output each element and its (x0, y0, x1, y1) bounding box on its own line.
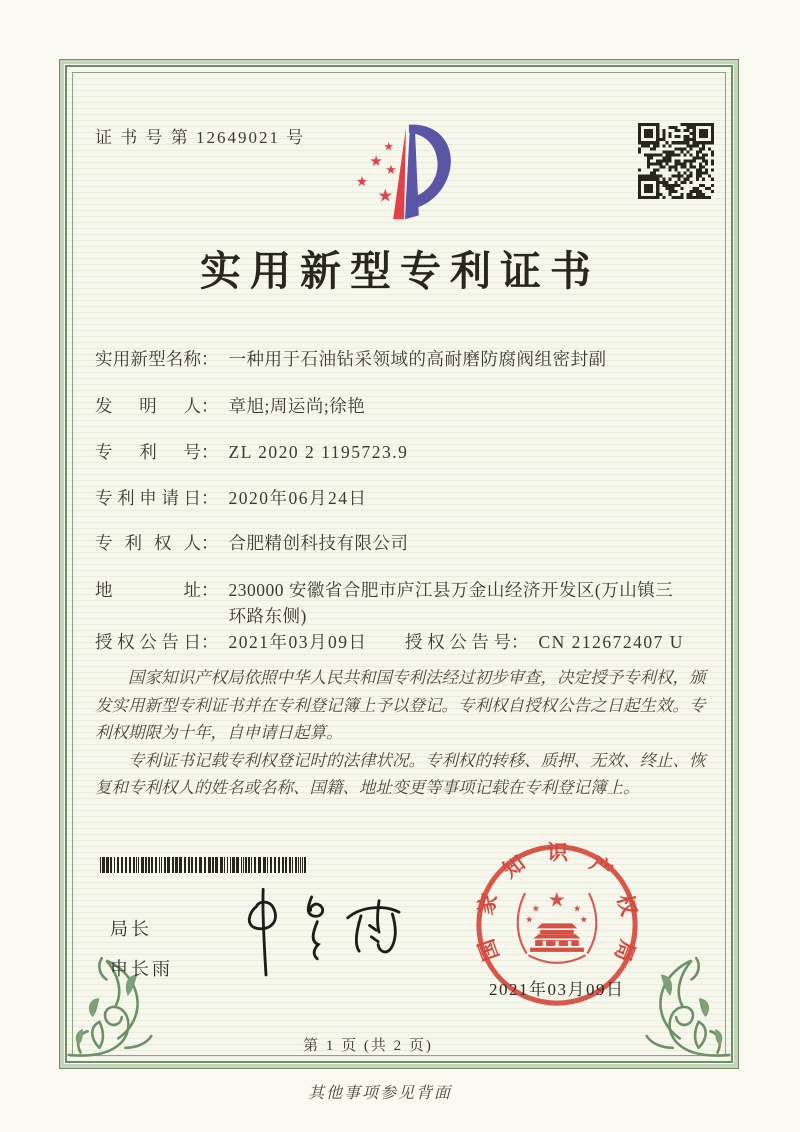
field-colon: ： (201, 533, 219, 553)
svg-text:★: ★ (355, 173, 369, 190)
signer-title: 局长 (110, 919, 152, 939)
field-label: 授权公告号 (405, 632, 511, 652)
field-row-patentee (95, 530, 409, 556)
svg-text:★: ★ (579, 914, 588, 926)
svg-text:★: ★ (369, 153, 383, 171)
field-value: 章旭;周运尚;徐艳 (228, 396, 366, 416)
field-label: 专利号 (95, 442, 201, 462)
signer-name: 申长雨 (110, 959, 173, 979)
certificate-title: 实用新型专利证书 (200, 248, 600, 294)
svg-text:★: ★ (385, 162, 397, 178)
field-label: 实用新型名称 (95, 349, 201, 369)
field-value: 2021年03月09日 (228, 632, 368, 652)
field-label: 专利权人 (95, 533, 201, 553)
field-value: 合肥精创科技有限公司 (228, 533, 409, 553)
field-value: 一种用于石油钻采领域的高耐磨防腐阀组密封副 (228, 349, 607, 369)
field-colon: ： (201, 349, 219, 369)
signature-handwriting-icon (228, 878, 418, 990)
seal-date: 2021年03月09日 (489, 980, 625, 999)
back-note: 其他事项参见背面 (307, 1085, 452, 1102)
svg-text:★: ★ (547, 887, 566, 912)
svg-text:★: ★ (383, 139, 394, 154)
field-label: 发明人 (95, 396, 201, 416)
field-label: 地址 (95, 580, 201, 600)
field-label: 专利申请日 (95, 488, 201, 508)
barcode-icon (100, 857, 308, 873)
field-row-inventor (95, 393, 365, 419)
field-pair-grant-no (405, 629, 684, 655)
field-colon: ： (201, 632, 219, 652)
field-colon: ： (201, 396, 219, 416)
seal-ring-text: 国家知识产权局 (473, 841, 641, 965)
field-row-patent-no (95, 439, 408, 465)
field-colon: ： (201, 442, 219, 462)
field-colon: ： (201, 580, 219, 600)
field-value: ZL 2020 2 1195723.9 (228, 442, 409, 462)
field-colon: ： (201, 488, 219, 508)
legal-paragraph-2: 专利证书记载专利权登记时的法律状况。专利权的转移、质押、无效、终止、恢复和专利权人的姓名或名称、国籍、地址变更等事项记载在专利登记簿上。 (95, 750, 706, 797)
legal-text-block (95, 664, 709, 802)
field-row-grant (95, 629, 684, 655)
field-row-name (95, 346, 607, 372)
svg-text:★: ★ (525, 914, 534, 926)
legal-paragraph-1: 国家知识产权局依照中华人民共和国专利法经过初步审查，决定授予专利权，颁发实用新型专利证书并在专利登记簿上予以登记。专利权自授权公告之日起生效。专利权期限为十年，自申请日起算。 (95, 668, 706, 742)
svg-text:★: ★ (572, 903, 582, 915)
field-row-address (95, 577, 677, 629)
svg-text:★: ★ (531, 903, 541, 915)
svg-text:★: ★ (377, 186, 394, 207)
field-row-filing-date (95, 485, 368, 511)
field-value: CN 212672407 U (538, 632, 684, 652)
field-value: 230000 安徽省合肥市庐江县万金山经济开发区(万山镇三环路东侧) (228, 580, 674, 626)
field-label: 授权公告日 (95, 632, 201, 652)
field-value: 2020年06月24日 (228, 488, 368, 508)
field-colon: ： (511, 632, 529, 652)
page-number: 第 1 页 (共 2 页) (303, 1038, 433, 1054)
certificate-number: 证 书 号 第 12649021 号 (95, 128, 306, 147)
